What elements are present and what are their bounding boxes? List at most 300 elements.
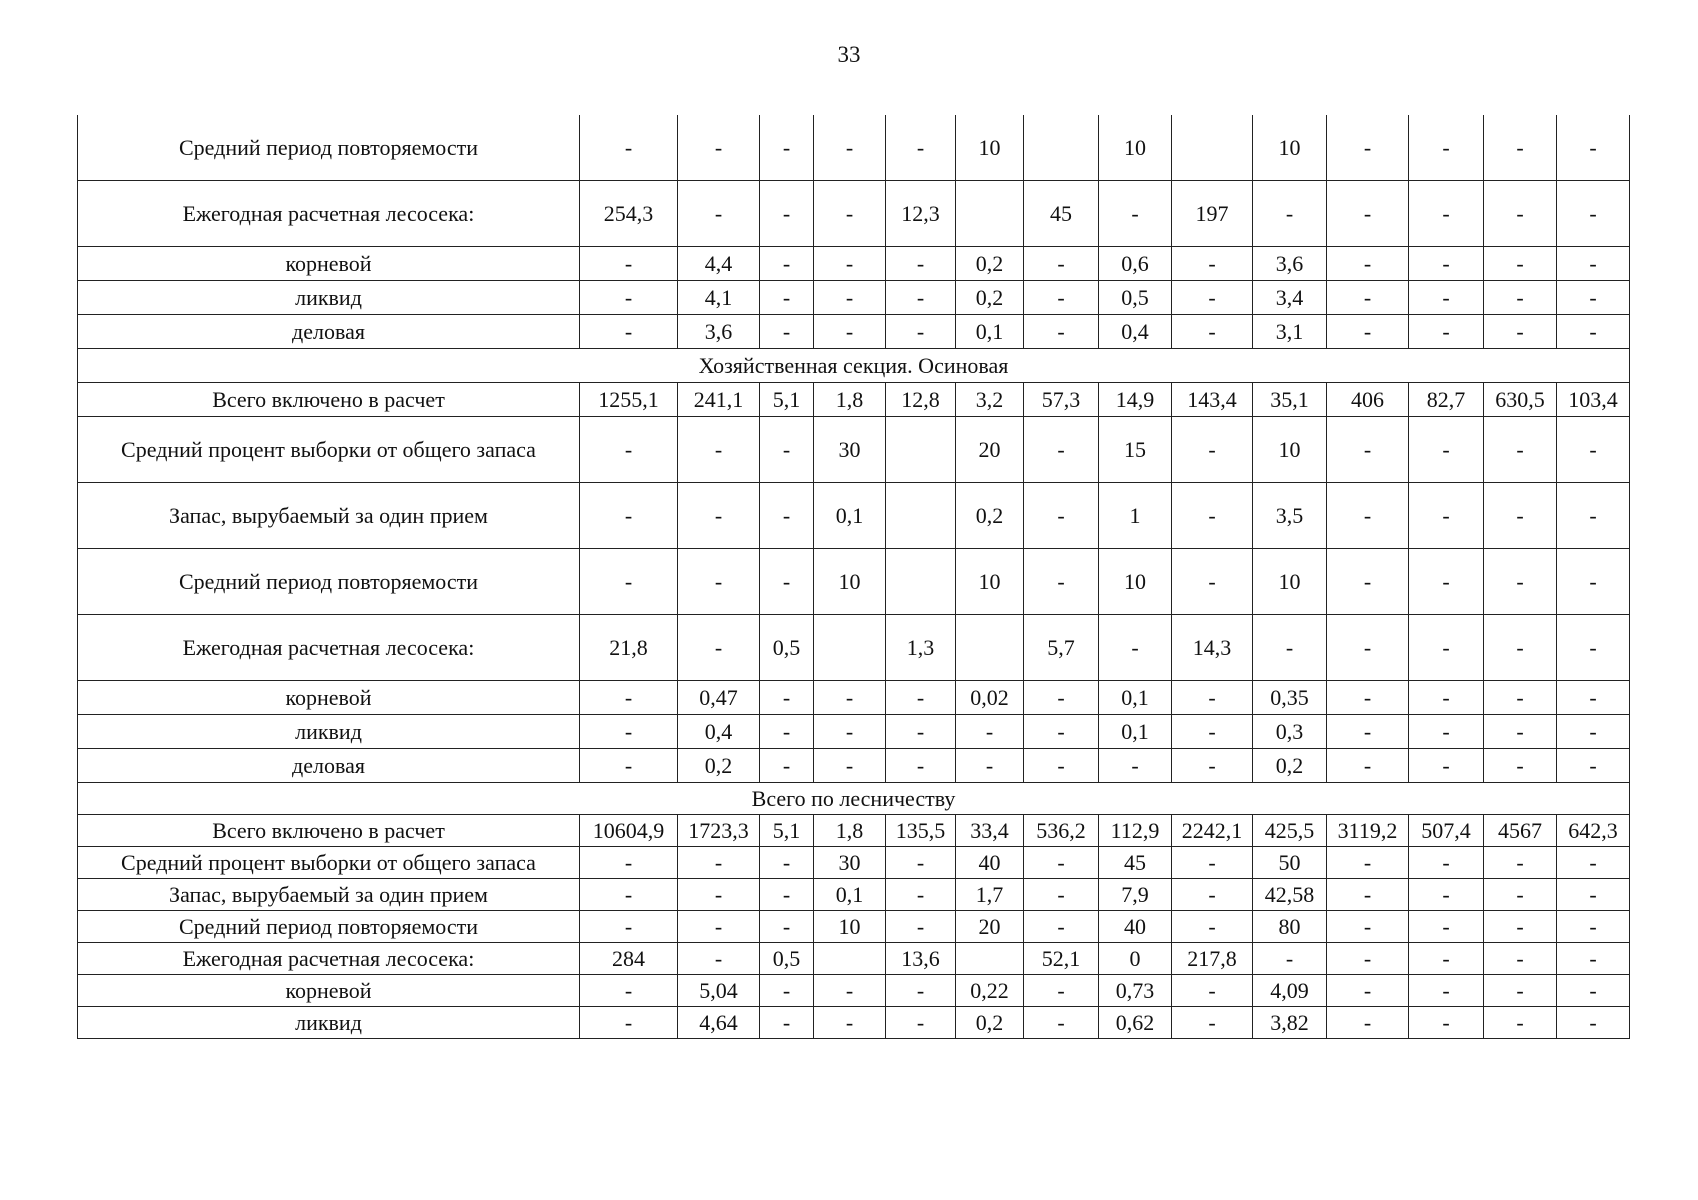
- table-cell: 40: [956, 847, 1024, 879]
- table-cell: -: [1327, 417, 1409, 483]
- row-label: ликвид: [78, 1007, 580, 1039]
- table-cell: 15: [1099, 417, 1172, 483]
- table-cell: 507,4: [1409, 815, 1484, 847]
- table-row: [78, 815, 1630, 847]
- table-cell: -: [1327, 715, 1409, 749]
- table-cell: -: [580, 315, 678, 349]
- table-cell: -: [886, 315, 956, 349]
- table-row: [78, 483, 1630, 549]
- table-row: [78, 681, 1630, 715]
- row-label: ликвид: [78, 715, 580, 749]
- table-cell: -: [1409, 247, 1484, 281]
- table-cell: -: [1172, 847, 1253, 879]
- table-cell: -: [814, 315, 886, 349]
- table-cell: 57,3: [1024, 383, 1099, 417]
- table-cell: -: [1484, 115, 1557, 181]
- table-cell: -: [760, 483, 814, 549]
- page-number: 33: [837, 42, 861, 67]
- table-cell: 406: [1327, 383, 1409, 417]
- table-cell: -: [1557, 417, 1630, 483]
- table-cell: -: [760, 115, 814, 181]
- table-cell: -: [814, 181, 886, 247]
- table-cell: 0,73: [1099, 975, 1172, 1007]
- table-cell: 3119,2: [1327, 815, 1409, 847]
- table-cell: -: [1172, 315, 1253, 349]
- table-cell: -: [1024, 315, 1099, 349]
- table-cell: -: [1409, 975, 1484, 1007]
- table-cell: -: [1327, 549, 1409, 615]
- table-cell: -: [580, 1007, 678, 1039]
- table-cell: 3,6: [678, 315, 760, 349]
- table-cell: -: [580, 879, 678, 911]
- table-cell: 0,6: [1099, 247, 1172, 281]
- table-cell: -: [1172, 975, 1253, 1007]
- table-cell: -: [1484, 879, 1557, 911]
- row-label: Средний процент выборки от общего запаса: [78, 847, 580, 879]
- table-cell: -: [1172, 911, 1253, 943]
- table-cell: -: [1409, 615, 1484, 681]
- table-row: [78, 281, 1630, 315]
- section-row: [78, 783, 1630, 815]
- row-label: деловая: [78, 315, 580, 349]
- table-cell: -: [886, 281, 956, 315]
- table-cell: 0,1: [956, 315, 1024, 349]
- table-cell: -: [760, 847, 814, 879]
- table-cell: -: [760, 247, 814, 281]
- row-label: Всего включено в расчет: [78, 815, 580, 847]
- table-row: [78, 943, 1630, 975]
- row-label: ликвид: [78, 281, 580, 315]
- table-cell: 0,2: [678, 749, 760, 783]
- table-cell: -: [886, 975, 956, 1007]
- table-cell: -: [1327, 181, 1409, 247]
- table-cell: 135,5: [886, 815, 956, 847]
- table-cell: -: [1024, 847, 1099, 879]
- table-row: [78, 1007, 1630, 1039]
- table-cell: [956, 615, 1024, 681]
- table-cell: -: [678, 943, 760, 975]
- table-cell: -: [760, 315, 814, 349]
- table-cell: -: [1409, 181, 1484, 247]
- table-cell: 30: [814, 417, 886, 483]
- table-cell: -: [1024, 1007, 1099, 1039]
- table-cell: 5,1: [760, 815, 814, 847]
- table-cell: -: [678, 181, 760, 247]
- table-cell: -: [1327, 847, 1409, 879]
- table-cell: -: [1557, 247, 1630, 281]
- table-row: [78, 417, 1630, 483]
- table-cell: 5,1: [760, 383, 814, 417]
- table-cell: 5,04: [678, 975, 760, 1007]
- table-cell: 12,8: [886, 383, 956, 417]
- table-cell: 0,1: [1099, 715, 1172, 749]
- table-cell: -: [1327, 281, 1409, 315]
- table-cell: 4,4: [678, 247, 760, 281]
- table-cell: 3,5: [1253, 483, 1327, 549]
- table-cell: -: [678, 879, 760, 911]
- table-cell: 284: [580, 943, 678, 975]
- table-cell: -: [1484, 181, 1557, 247]
- table-cell: -: [1024, 417, 1099, 483]
- table-cell: 10: [956, 115, 1024, 181]
- table-cell: -: [580, 281, 678, 315]
- table-cell: -: [1484, 1007, 1557, 1039]
- table-cell: -: [1409, 1007, 1484, 1039]
- table-cell: -: [1172, 715, 1253, 749]
- table-cell: 4,1: [678, 281, 760, 315]
- table-row: [78, 549, 1630, 615]
- table-cell: -: [886, 879, 956, 911]
- table-cell: -: [678, 417, 760, 483]
- table-body: [78, 115, 1630, 1039]
- table-cell: -: [580, 975, 678, 1007]
- table-cell: -: [1024, 483, 1099, 549]
- table-cell: 0,3: [1253, 715, 1327, 749]
- table-cell: 0,5: [760, 615, 814, 681]
- table-row: [78, 847, 1630, 879]
- table-cell: 143,4: [1172, 383, 1253, 417]
- table-cell: -: [1557, 483, 1630, 549]
- table-cell: -: [760, 281, 814, 315]
- table-cell: 630,5: [1484, 383, 1557, 417]
- table-cell: -: [1484, 847, 1557, 879]
- forestry-table: [77, 115, 1630, 1039]
- table-cell: -: [886, 247, 956, 281]
- table-cell: -: [1484, 749, 1557, 783]
- table-cell: -: [580, 847, 678, 879]
- table-cell: [886, 417, 956, 483]
- table-cell: -: [1484, 417, 1557, 483]
- table-cell: 0,2: [1253, 749, 1327, 783]
- table-cell: 52,1: [1024, 943, 1099, 975]
- row-label: Запас, вырубаемый за один прием: [78, 879, 580, 911]
- table-cell: -: [1409, 115, 1484, 181]
- table-cell: 5,7: [1024, 615, 1099, 681]
- table-cell: 0,02: [956, 681, 1024, 715]
- table-cell: 0,2: [956, 281, 1024, 315]
- table-cell: [886, 549, 956, 615]
- table-cell: 0,4: [1099, 315, 1172, 349]
- table-cell: 80: [1253, 911, 1327, 943]
- table-cell: -: [1409, 715, 1484, 749]
- table-cell: 3,2: [956, 383, 1024, 417]
- table-cell: -: [1253, 943, 1327, 975]
- table-cell: 0,62: [1099, 1007, 1172, 1039]
- table-cell: -: [1557, 715, 1630, 749]
- table-cell: 20: [956, 911, 1024, 943]
- table-cell: -: [760, 975, 814, 1007]
- table-cell: -: [814, 1007, 886, 1039]
- table-cell: -: [1409, 483, 1484, 549]
- table-cell: -: [1484, 281, 1557, 315]
- table-cell: -: [814, 115, 886, 181]
- table-cell: -: [760, 1007, 814, 1039]
- table-cell: 7,9: [1099, 879, 1172, 911]
- table-cell: -: [1409, 847, 1484, 879]
- table-cell: -: [1409, 911, 1484, 943]
- table-cell: -: [1557, 549, 1630, 615]
- table-cell: -: [1557, 943, 1630, 975]
- table-cell: -: [1024, 975, 1099, 1007]
- table-cell: -: [956, 749, 1024, 783]
- table-row: [78, 911, 1630, 943]
- table-cell: 3,1: [1253, 315, 1327, 349]
- table-cell: -: [760, 181, 814, 247]
- table-cell: -: [580, 681, 678, 715]
- table-cell: 3,82: [1253, 1007, 1327, 1039]
- table-cell: -: [580, 715, 678, 749]
- table-cell: -: [678, 911, 760, 943]
- table-cell: -: [1484, 615, 1557, 681]
- table-cell: 13,6: [886, 943, 956, 975]
- table-cell: 642,3: [1557, 815, 1630, 847]
- table-cell: 10: [1253, 115, 1327, 181]
- table-cell: 40: [1099, 911, 1172, 943]
- table-cell: -: [580, 247, 678, 281]
- table-cell: -: [1024, 715, 1099, 749]
- table-cell: 4,64: [678, 1007, 760, 1039]
- row-label: Средний период повторяемости: [78, 911, 580, 943]
- table-cell: -: [1557, 975, 1630, 1007]
- table-cell: -: [1327, 615, 1409, 681]
- table-cell: [886, 483, 956, 549]
- table-cell: 10: [956, 549, 1024, 615]
- table-cell: -: [1557, 847, 1630, 879]
- table-cell: -: [580, 483, 678, 549]
- table-cell: -: [1409, 749, 1484, 783]
- table-cell: [814, 615, 886, 681]
- table-cell: -: [678, 615, 760, 681]
- table-cell: 425,5: [1253, 815, 1327, 847]
- table-cell: -: [1024, 911, 1099, 943]
- table-cell: -: [1409, 315, 1484, 349]
- table-cell: -: [1099, 181, 1172, 247]
- table-cell: -: [1409, 681, 1484, 715]
- table-cell: 21,8: [580, 615, 678, 681]
- table-cell: -: [760, 715, 814, 749]
- table-cell: -: [814, 975, 886, 1007]
- table-cell: 33,4: [956, 815, 1024, 847]
- table-cell: -: [1172, 879, 1253, 911]
- table-cell: 0,47: [678, 681, 760, 715]
- table-cell: 0,5: [1099, 281, 1172, 315]
- table-cell: 35,1: [1253, 383, 1327, 417]
- table-cell: 0,2: [956, 483, 1024, 549]
- table-cell: -: [678, 115, 760, 181]
- table-cell: -: [1327, 247, 1409, 281]
- table-cell: -: [886, 911, 956, 943]
- table-cell: -: [1484, 975, 1557, 1007]
- table-cell: 4,09: [1253, 975, 1327, 1007]
- row-label: корневой: [78, 247, 580, 281]
- table-cell: -: [1172, 417, 1253, 483]
- row-label: Всего включено в расчет: [78, 383, 580, 417]
- table-cell: -: [580, 115, 678, 181]
- table-cell: 20: [956, 417, 1024, 483]
- table-cell: 4567: [1484, 815, 1557, 847]
- table-cell: 82,7: [1409, 383, 1484, 417]
- table-cell: 103,4: [1557, 383, 1630, 417]
- table-cell: 3,4: [1253, 281, 1327, 315]
- table-cell: -: [1409, 417, 1484, 483]
- table-cell: -: [1024, 749, 1099, 783]
- table-cell: -: [1172, 281, 1253, 315]
- table-cell: 0,1: [1099, 681, 1172, 715]
- row-label: Средний период повторяемости: [78, 549, 580, 615]
- table-cell: [1172, 115, 1253, 181]
- table-cell: -: [1024, 549, 1099, 615]
- row-label: Ежегодная расчетная лесосека:: [78, 615, 580, 681]
- table-cell: 1: [1099, 483, 1172, 549]
- table-cell: 536,2: [1024, 815, 1099, 847]
- table-row: [78, 247, 1630, 281]
- table-cell: 1,3: [886, 615, 956, 681]
- table-cell: -: [1409, 943, 1484, 975]
- table-cell: -: [1024, 879, 1099, 911]
- table-cell: -: [1557, 315, 1630, 349]
- table-cell: -: [956, 715, 1024, 749]
- table-cell: -: [1172, 549, 1253, 615]
- table-cell: -: [1484, 315, 1557, 349]
- table-cell: -: [1099, 615, 1172, 681]
- row-label: корневой: [78, 975, 580, 1007]
- table-cell: -: [1024, 281, 1099, 315]
- table-cell: -: [1557, 1007, 1630, 1039]
- table-row: [78, 315, 1630, 349]
- table-cell: [814, 943, 886, 975]
- table-cell: -: [1327, 975, 1409, 1007]
- table-cell: -: [678, 549, 760, 615]
- table-cell: 1723,3: [678, 815, 760, 847]
- table-cell: -: [814, 715, 886, 749]
- table-cell: -: [1172, 483, 1253, 549]
- table-cell: -: [678, 847, 760, 879]
- table-row: [78, 715, 1630, 749]
- section-row: [78, 349, 1630, 383]
- table-cell: -: [1327, 749, 1409, 783]
- table-cell: -: [1327, 911, 1409, 943]
- table-cell: 42,58: [1253, 879, 1327, 911]
- table-cell: 30: [814, 847, 886, 879]
- table-cell: 50: [1253, 847, 1327, 879]
- table-cell: 197: [1172, 181, 1253, 247]
- table-cell: -: [814, 681, 886, 715]
- table-cell: -: [1484, 681, 1557, 715]
- table-cell: -: [1557, 681, 1630, 715]
- table-cell: 217,8: [1172, 943, 1253, 975]
- table-row: [78, 879, 1630, 911]
- table-cell: -: [1099, 749, 1172, 783]
- table-cell: -: [1409, 549, 1484, 615]
- table-cell: 14,3: [1172, 615, 1253, 681]
- table-cell: 10: [814, 911, 886, 943]
- table-cell: -: [760, 417, 814, 483]
- table-cell: 14,9: [1099, 383, 1172, 417]
- table-cell: -: [1327, 943, 1409, 975]
- table-cell: 0,2: [956, 1007, 1024, 1039]
- table-cell: -: [814, 749, 886, 783]
- table-row: [78, 615, 1630, 681]
- table-cell: 0,1: [814, 483, 886, 549]
- row-label: корневой: [78, 681, 580, 715]
- table-cell: 45: [1099, 847, 1172, 879]
- table-cell: 10604,9: [580, 815, 678, 847]
- table-cell: 0,35: [1253, 681, 1327, 715]
- table-row: [78, 181, 1630, 247]
- table-cell: -: [1484, 483, 1557, 549]
- table-row: [78, 383, 1630, 417]
- table-cell: -: [1557, 115, 1630, 181]
- table-cell: -: [760, 549, 814, 615]
- table-cell: -: [580, 749, 678, 783]
- table-cell: -: [1484, 911, 1557, 943]
- table-cell: -: [886, 1007, 956, 1039]
- table-cell: -: [1484, 549, 1557, 615]
- table-cell: -: [886, 847, 956, 879]
- table-cell: 10: [1099, 115, 1172, 181]
- table-cell: 45: [1024, 181, 1099, 247]
- table-cell: -: [580, 911, 678, 943]
- row-label: Средний период повторяемости: [78, 115, 580, 181]
- table-row: [78, 749, 1630, 783]
- table-cell: -: [760, 911, 814, 943]
- table-cell: -: [1484, 943, 1557, 975]
- table-cell: -: [1557, 181, 1630, 247]
- row-label: Запас, вырубаемый за один прием: [78, 483, 580, 549]
- table-cell: -: [1172, 681, 1253, 715]
- table-cell: 10: [814, 549, 886, 615]
- table-cell: -: [1327, 315, 1409, 349]
- table-cell: -: [886, 115, 956, 181]
- row-label: Средний процент выборки от общего запаса: [78, 417, 580, 483]
- table-row: [78, 975, 1630, 1007]
- table-cell: 2242,1: [1172, 815, 1253, 847]
- table-cell: 0,4: [678, 715, 760, 749]
- table-cell: -: [1327, 879, 1409, 911]
- table-cell: -: [1172, 1007, 1253, 1039]
- table-cell: -: [1409, 879, 1484, 911]
- table-cell: 0,1: [814, 879, 886, 911]
- table-row: [78, 115, 1630, 181]
- table-cell: -: [1024, 681, 1099, 715]
- table-cell: [956, 943, 1024, 975]
- table-cell: -: [1484, 247, 1557, 281]
- table-cell: -: [886, 681, 956, 715]
- table-cell: [956, 181, 1024, 247]
- table-cell: -: [886, 715, 956, 749]
- table-cell: -: [1327, 115, 1409, 181]
- table-cell: -: [1557, 281, 1630, 315]
- table-cell: -: [1557, 879, 1630, 911]
- table-cell: -: [1327, 483, 1409, 549]
- table-cell: -: [760, 879, 814, 911]
- section-title: Всего по лесничеству: [78, 783, 1630, 815]
- table-cell: -: [580, 417, 678, 483]
- row-label: деловая: [78, 749, 580, 783]
- table-cell: 0: [1099, 943, 1172, 975]
- table-cell: 12,3: [886, 181, 956, 247]
- table-cell: -: [1557, 911, 1630, 943]
- table-cell: 241,1: [678, 383, 760, 417]
- table-cell: -: [760, 681, 814, 715]
- table-cell: 0,2: [956, 247, 1024, 281]
- table-cell: 0,22: [956, 975, 1024, 1007]
- table-cell: -: [814, 281, 886, 315]
- table-cell: 1255,1: [580, 383, 678, 417]
- table-cell: 1,8: [814, 815, 886, 847]
- table-cell: -: [1409, 281, 1484, 315]
- table-cell: 10: [1099, 549, 1172, 615]
